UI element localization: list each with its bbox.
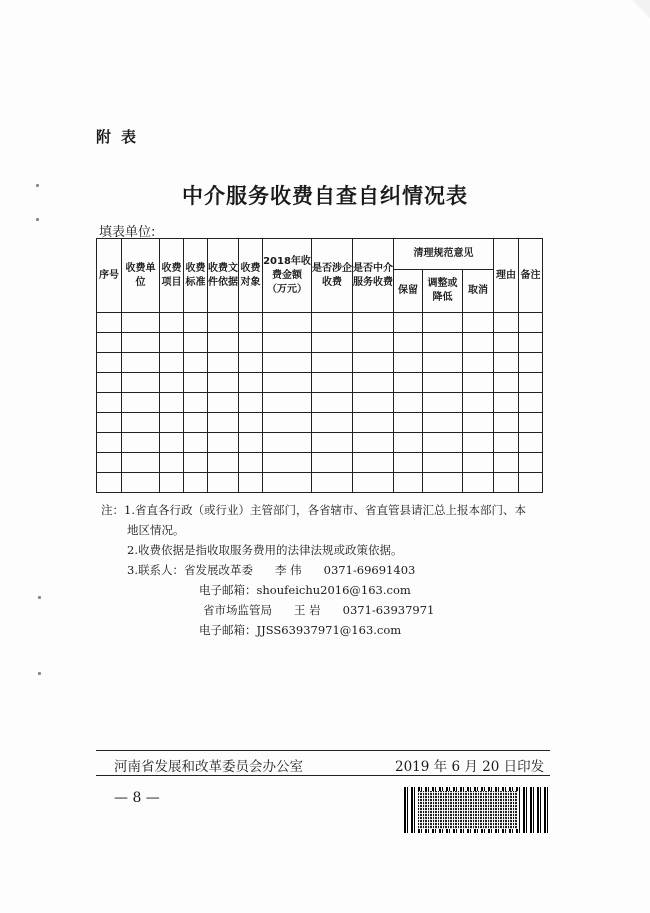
table-cell [353, 433, 394, 453]
table-cell [463, 353, 494, 373]
table-cell [239, 413, 263, 433]
table-cell [208, 353, 239, 373]
footer-rule-bottom [96, 775, 550, 776]
table-cell [122, 433, 160, 453]
table-cell [263, 433, 312, 453]
table-cell [208, 373, 239, 393]
table-cell [160, 333, 184, 353]
table-cell [353, 453, 394, 473]
contact-2-phone: 0371-63937971 [342, 603, 435, 617]
contact-2-email-line [101, 620, 526, 640]
table-row [97, 453, 543, 473]
table-cell [184, 313, 208, 333]
table-cell [463, 453, 494, 473]
table-cell [519, 453, 543, 473]
table-cell [353, 413, 394, 433]
contact-1-org: 省发展改革委 [183, 563, 253, 577]
table-cell [122, 453, 160, 473]
notes-section [101, 500, 526, 640]
table-cell [184, 413, 208, 433]
table-cell [394, 473, 423, 493]
table-cell [263, 453, 312, 473]
table-cell [312, 393, 353, 413]
table-cell [353, 473, 394, 493]
contact-1-email-label: 电子邮箱： [199, 583, 257, 597]
header-amount: 2018年收费金额（万元） [263, 239, 312, 313]
table-cell [423, 473, 463, 493]
table-cell [463, 373, 494, 393]
table-cell [208, 313, 239, 333]
table-row [97, 353, 543, 373]
table-cell [312, 413, 353, 433]
table-cell [494, 353, 519, 373]
table-cell [122, 353, 160, 373]
table-cell [463, 313, 494, 333]
table-body [97, 313, 543, 493]
table-cell [184, 393, 208, 413]
table-row [97, 393, 543, 413]
table-cell [97, 333, 122, 353]
table-cell [160, 473, 184, 493]
table-cell [463, 393, 494, 413]
table-cell [97, 393, 122, 413]
header-cancel: 取消 [463, 270, 494, 313]
table-cell [122, 333, 160, 353]
header-keep: 保留 [394, 270, 423, 313]
table-cell [97, 453, 122, 473]
table-cell [160, 453, 184, 473]
table-cell [184, 453, 208, 473]
header-standard: 收费标准 [184, 239, 208, 313]
appendix-label: 附表 [96, 128, 147, 146]
note-1-line-2: 地区情况。 [127, 523, 185, 537]
note-3-label: 3.联系人： [127, 563, 184, 577]
table-cell [312, 313, 353, 333]
table-cell [184, 473, 208, 493]
header-intermediary: 是否中介服务收费 [353, 239, 394, 313]
table-cell [519, 333, 543, 353]
table-cell [208, 433, 239, 453]
table-cell [263, 313, 312, 333]
contact-1-email: shoufeichu2016@163.com [256, 583, 411, 597]
table-cell [122, 413, 160, 433]
table-cell [463, 473, 494, 493]
table-cell [122, 473, 160, 493]
table-cell [160, 393, 184, 413]
table-cell [97, 413, 122, 433]
table-cell [312, 433, 353, 453]
table-cell [463, 433, 494, 453]
table-cell [160, 313, 184, 333]
scan-speck [38, 596, 41, 599]
table-cell [239, 393, 263, 413]
table-cell [494, 413, 519, 433]
table-cell [463, 333, 494, 353]
header-group-opinion: 清理规范意见 [394, 239, 494, 270]
barcode-image [404, 787, 550, 833]
header-target: 收费对象 [239, 239, 263, 313]
table-row [97, 313, 543, 333]
table-cell [239, 313, 263, 333]
page-number: — 8 — [114, 790, 160, 806]
contact-1-name: 李 伟 [274, 563, 302, 577]
table-cell [353, 353, 394, 373]
footer-issuer: 河南省发展和改革委员会办公室 [114, 759, 303, 775]
table-cell [423, 333, 463, 353]
table-cell [239, 473, 263, 493]
note-1-text: 1.省直各行政（或行业）主管部门，各省辖市、省直管县请汇总上报本部门、本 [124, 503, 526, 517]
table-cell [353, 373, 394, 393]
table-cell [208, 413, 239, 433]
table-cell [353, 393, 394, 413]
table-row [97, 473, 543, 493]
table-cell [160, 433, 184, 453]
header-serial: 序号 [97, 239, 122, 313]
table-cell [263, 473, 312, 493]
header-basis: 收费文件依据 [208, 239, 239, 313]
table-cell [208, 453, 239, 473]
table-cell [312, 473, 353, 493]
scan-speck [38, 672, 41, 675]
contact-2-org: 省市场监管局 [203, 603, 272, 617]
table-cell [263, 373, 312, 393]
page-corner-fold [632, 0, 650, 18]
table-cell [423, 353, 463, 373]
table-cell [239, 353, 263, 373]
contact-2-email: JJSS63937971@163.com [256, 623, 402, 637]
table-cell [423, 393, 463, 413]
table-cell [239, 333, 263, 353]
contact-2-email-label: 电子邮箱： [199, 623, 257, 637]
table-cell [97, 433, 122, 453]
table-cell [312, 333, 353, 353]
table-cell [122, 373, 160, 393]
table-cell [423, 373, 463, 393]
table-cell [312, 353, 353, 373]
table-cell [519, 413, 543, 433]
table-cell [519, 433, 543, 453]
footer-rule-top [96, 750, 550, 751]
table-cell [184, 433, 208, 453]
table-cell [208, 393, 239, 413]
table-cell [519, 393, 543, 413]
table-cell [394, 313, 423, 333]
note-2: 2.收费依据是指收取服务费用的法律法规或政策依据。 [127, 543, 403, 557]
table-cell [263, 333, 312, 353]
table-cell [97, 313, 122, 333]
table-cell [184, 353, 208, 373]
table-cell [423, 453, 463, 473]
table-cell [263, 413, 312, 433]
header-item: 收费项目 [160, 239, 184, 313]
table-cell [394, 413, 423, 433]
page-title: 中介服务收费自查自纠情况表 [182, 184, 468, 208]
note-3-contact-2 [101, 600, 526, 620]
table-cell [394, 433, 423, 453]
table-cell [494, 393, 519, 413]
table-cell [97, 353, 122, 373]
self-check-table [96, 238, 543, 493]
table-cell [239, 373, 263, 393]
table-cell [519, 373, 543, 393]
header-reason: 理由 [494, 239, 519, 313]
table-cell [312, 373, 353, 393]
table-cell [394, 333, 423, 353]
header-adjust: 调整或降低 [423, 270, 463, 313]
notes-prefix: 注： [101, 503, 124, 517]
table-cell [494, 473, 519, 493]
table-cell [122, 313, 160, 333]
table-cell [97, 373, 122, 393]
table-cell [263, 353, 312, 373]
contact-1-phone: 0371-69691403 [323, 563, 416, 577]
contact-2-name: 王 岩 [294, 603, 321, 617]
table-cell [353, 313, 394, 333]
fill-unit-label: 填表单位: [99, 225, 156, 240]
table-cell [423, 433, 463, 453]
table-cell [394, 373, 423, 393]
table-row [97, 413, 543, 433]
header-remark: 备注 [519, 239, 543, 313]
table-cell [463, 413, 494, 433]
table-row [97, 433, 543, 453]
table-cell [494, 373, 519, 393]
table-cell [160, 373, 184, 393]
table-cell [239, 433, 263, 453]
table-cell [494, 313, 519, 333]
table-cell [184, 333, 208, 353]
contact-1-email-line [101, 580, 526, 600]
note-1-line-1 [101, 500, 526, 520]
table-cell [160, 413, 184, 433]
table-cell [312, 453, 353, 473]
table-cell [494, 453, 519, 473]
scan-speck [36, 218, 39, 221]
note-3-contact-1 [101, 560, 526, 580]
table-cell [160, 353, 184, 373]
table-cell [423, 313, 463, 333]
table-cell [423, 413, 463, 433]
table-cell [208, 473, 239, 493]
header-enterprise: 是否涉企收费 [312, 239, 353, 313]
table-cell [353, 333, 394, 353]
table-cell [239, 453, 263, 473]
table-cell [519, 353, 543, 373]
table-cell [394, 353, 423, 373]
footer-date: 2019 年 6 月 20 日印发 [395, 759, 545, 775]
barcode-pattern [418, 791, 518, 829]
table-cell [494, 433, 519, 453]
table-row [97, 333, 543, 353]
table-cell [184, 373, 208, 393]
table-cell [394, 453, 423, 473]
table-cell [122, 393, 160, 413]
table-cell [394, 393, 423, 413]
table-cell [263, 393, 312, 413]
table-cell [519, 473, 543, 493]
table-cell [97, 473, 122, 493]
table-row [97, 373, 543, 393]
table-cell [208, 333, 239, 353]
header-unit: 收费单位 [122, 239, 160, 313]
table-cell [494, 333, 519, 353]
table-cell [519, 313, 543, 333]
